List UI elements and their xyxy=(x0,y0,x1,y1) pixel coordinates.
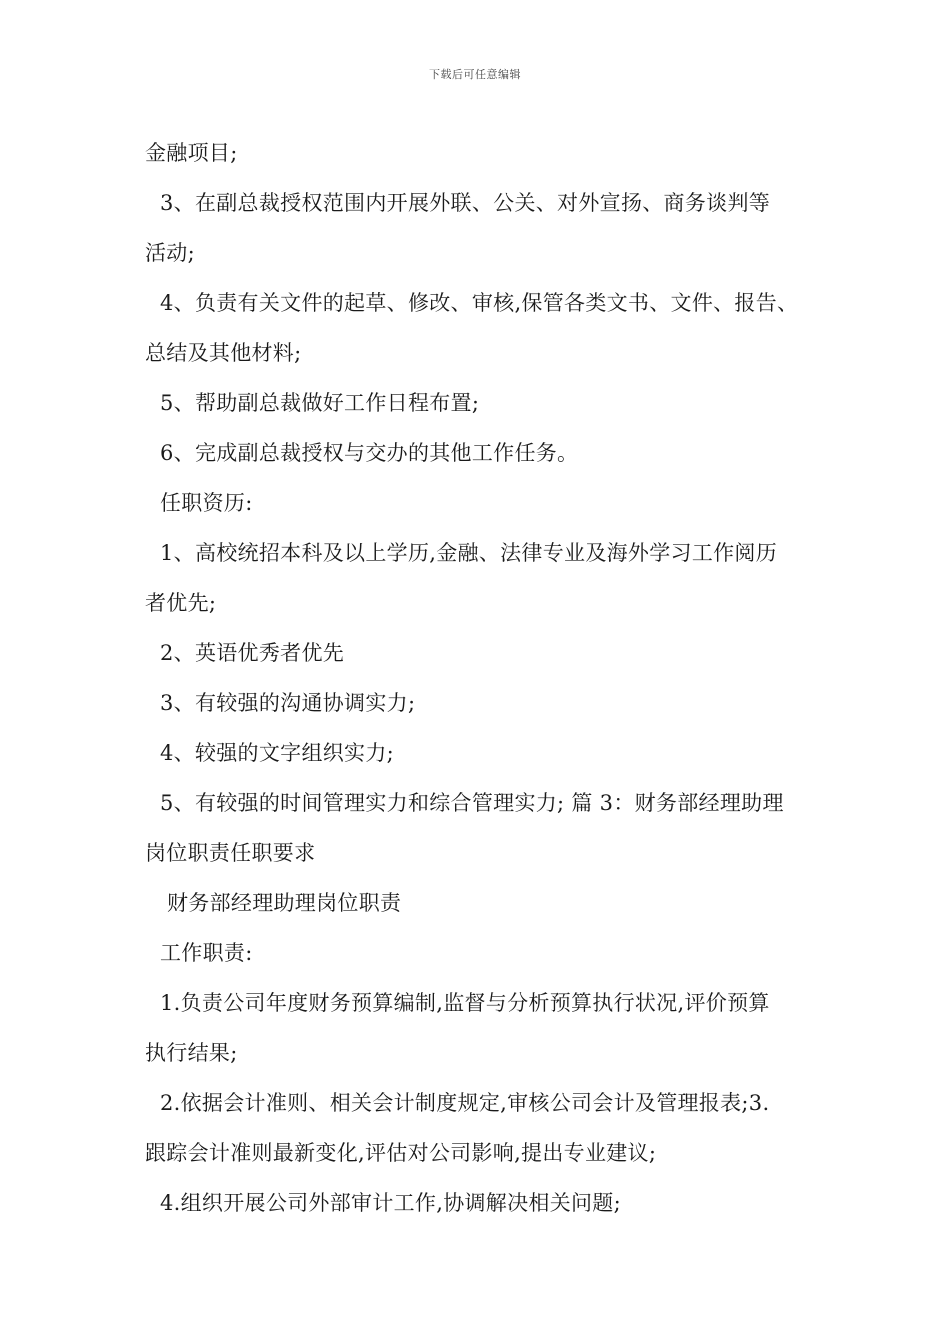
text-line: 2、英语优秀者优先 xyxy=(160,641,345,665)
text-line: 者优先; xyxy=(145,591,217,615)
text-line: 4.组织开展公司外部审计工作,协调解决相关问题; xyxy=(160,1191,621,1215)
section-title: 财务部经理助理岗位职责 xyxy=(167,891,402,915)
text-line: 岗位职责任职要求 xyxy=(145,841,316,865)
document-body xyxy=(145,128,825,1228)
text-line: 1、高校统招本科及以上学历,金融、法律专业及海外学习工作阅历 xyxy=(160,541,778,565)
text-line: 总结及其他材料; xyxy=(145,341,302,365)
text-line: 执行结果; xyxy=(145,1041,238,1065)
text-line: 1.负责公司年度财务预算编制,监督与分析预算执行状况,评价预算 xyxy=(160,991,770,1015)
text-line: 4、负责有关文件的起草、修改、审核,保管各类文书、文件、报告、 xyxy=(160,291,799,315)
text-line: 5、帮助副总裁做好工作日程布置; xyxy=(160,391,480,415)
page-header: 下载后可任意编辑 xyxy=(429,68,521,81)
section-heading: 工作职责: xyxy=(160,941,253,965)
text-line: 5、有较强的时间管理实力和综合管理实力; 篇 3：财务部经理助理 xyxy=(160,791,784,815)
text-line: 6、完成副总裁授权与交办的其他工作任务。 xyxy=(160,441,579,465)
section-heading: 任职资历: xyxy=(160,491,253,515)
text-line: 3、有较强的沟通协调实力; xyxy=(160,691,416,715)
text-line: 4、较强的文字组织实力; xyxy=(160,741,395,765)
text-line: 活动; xyxy=(145,241,195,265)
text-line: 3、在副总裁授权范围内开展外联、公关、对外宣扬、商务谈判等 xyxy=(160,191,771,215)
text-line: 2.依据会计准则、相关会计制度规定,审核公司会计及管理报表;3. xyxy=(160,1091,770,1115)
text-line: 金融项目; xyxy=(145,141,238,165)
text-line: 跟踪会计准则最新变化,评估对公司影响,提出专业建议; xyxy=(145,1141,657,1165)
